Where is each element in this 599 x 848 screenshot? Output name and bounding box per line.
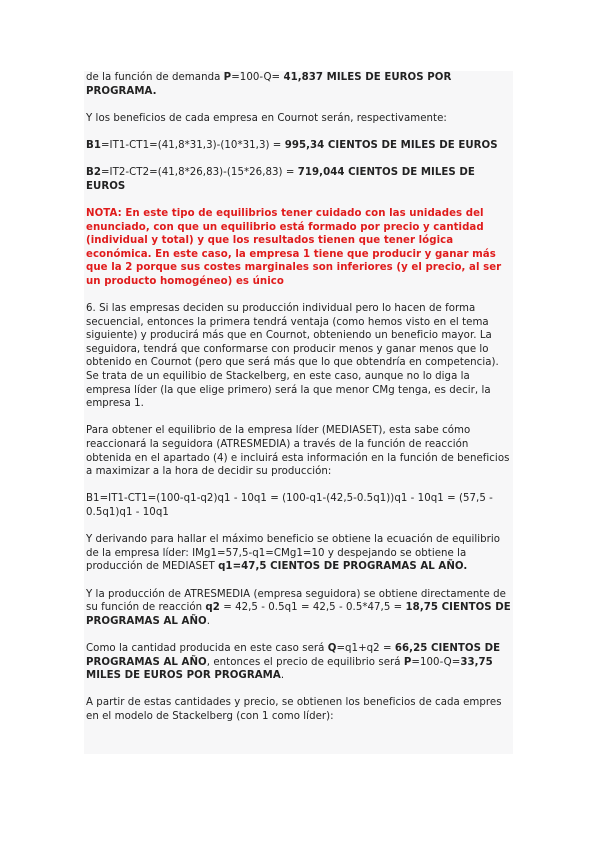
paragraph-demand-price: de la función de demanda P=100-Q= 41,837 MILES DE EUROS POR PROGRAMA. <box>86 72 452 97</box>
paragraph-derivative: Y derivando para hallar el máximo beneficio se obtiene la ecuación de equilibrio de la empresa líder: IMg1=57,5-q1=CMg1=10 y despejando se obtiene la producción de MEDIASET q1=47,5 CIENTOS DE PROGRAMAS AL AÑO. <box>86 534 501 573</box>
paragraph-cournot-intro: Y los beneficios de cada empresa en Cournot serán, respectivamente: <box>86 112 447 124</box>
paragraph-b1: B1=IT1-CT1=(41,8*31,3)-(10*31,3) = 995,34 CIENTOS DE MILES DE EUROS <box>86 139 498 151</box>
paragraph-profit-function: B1=IT1-CT1=(100-q1-q2)q1 - 10q1 = (100-q1-(42,5-0.5q1))q1 - 10q1 = (57,5 - 0.5q1)q1 - 10q1 <box>86 493 493 518</box>
note-paragraph: NOTA: En este tipo de equilibrios tener cuidado con las unidades del enunciado, con que un equilibrio está formado por precio y cantidad (individual y total) y que los resultados tienen que tener lógica económica. En este caso, la empresa 1 tiene que producir y ganar más que la 2 porque sus costes marginales son inferiores (y el precio, al ser un producto homogéneo) es único <box>86 207 502 287</box>
paragraph-stackelberg: 6. Si las empresas deciden su producción individual pero lo hacen de forma secuencial, entonces la primera tendrá ventaja (como hemos visto en el tema siguiente) y producirá más que en Cournot, obteniendo un beneficio mayor. La seguidora, tendrá que conformarse con producir menos y ganar menos que lo obtenido en Cournot (pero que será más que lo que obtendría en competencia). Se trata de un equilibio de Stackelberg, en este caso, aunque no lo diga la empresa líder (la que elige primero) será la que menor CMg tenga, es decir, la empresa 1. <box>86 303 499 410</box>
paragraph-b2: B2=IT2-CT2=(41,8*26,83)-(15*26,83) = 719,044 CIENTOS DE MILES DE EUROS <box>86 167 475 192</box>
paragraph-stackelberg-profits: A partir de estas cantidades y precio, se obtienen los beneficios de cada empres en el modelo de Stackelberg (con 1 como líder): <box>86 697 502 722</box>
paragraph-follower-production: Y la producción de ATRESMEDIA (empresa seguidora) se obtiene directamente de su función de reacción q2 = 42,5 - 0.5q1 = 42,5 - 0.5*47,5 = 18,75 CIENTOS DE PROGRAMAS AL AÑO. <box>86 588 511 627</box>
text-block <box>84 71 513 754</box>
paragraph-leader-equilibrium: Para obtener el equilibrio de la empresa líder (MEDIASET), esta sabe cómo reaccionará la seguidora (ATRESMEDIA) a través de la función de reacción obtenida en el apartado (4) e incluirá esta información en la función de beneficios a maximizar a la hora de decidir su producción: <box>86 425 510 478</box>
paragraph-total-quantity: Como la cantidad producida en este caso será Q=q1+q2 = 66,25 CIENTOS DE PROGRAMAS AL AÑO, entonces el precio de equilibrio será P=100-Q=33,75 MILES DE EUROS POR PROGRAMA. <box>86 642 501 682</box>
